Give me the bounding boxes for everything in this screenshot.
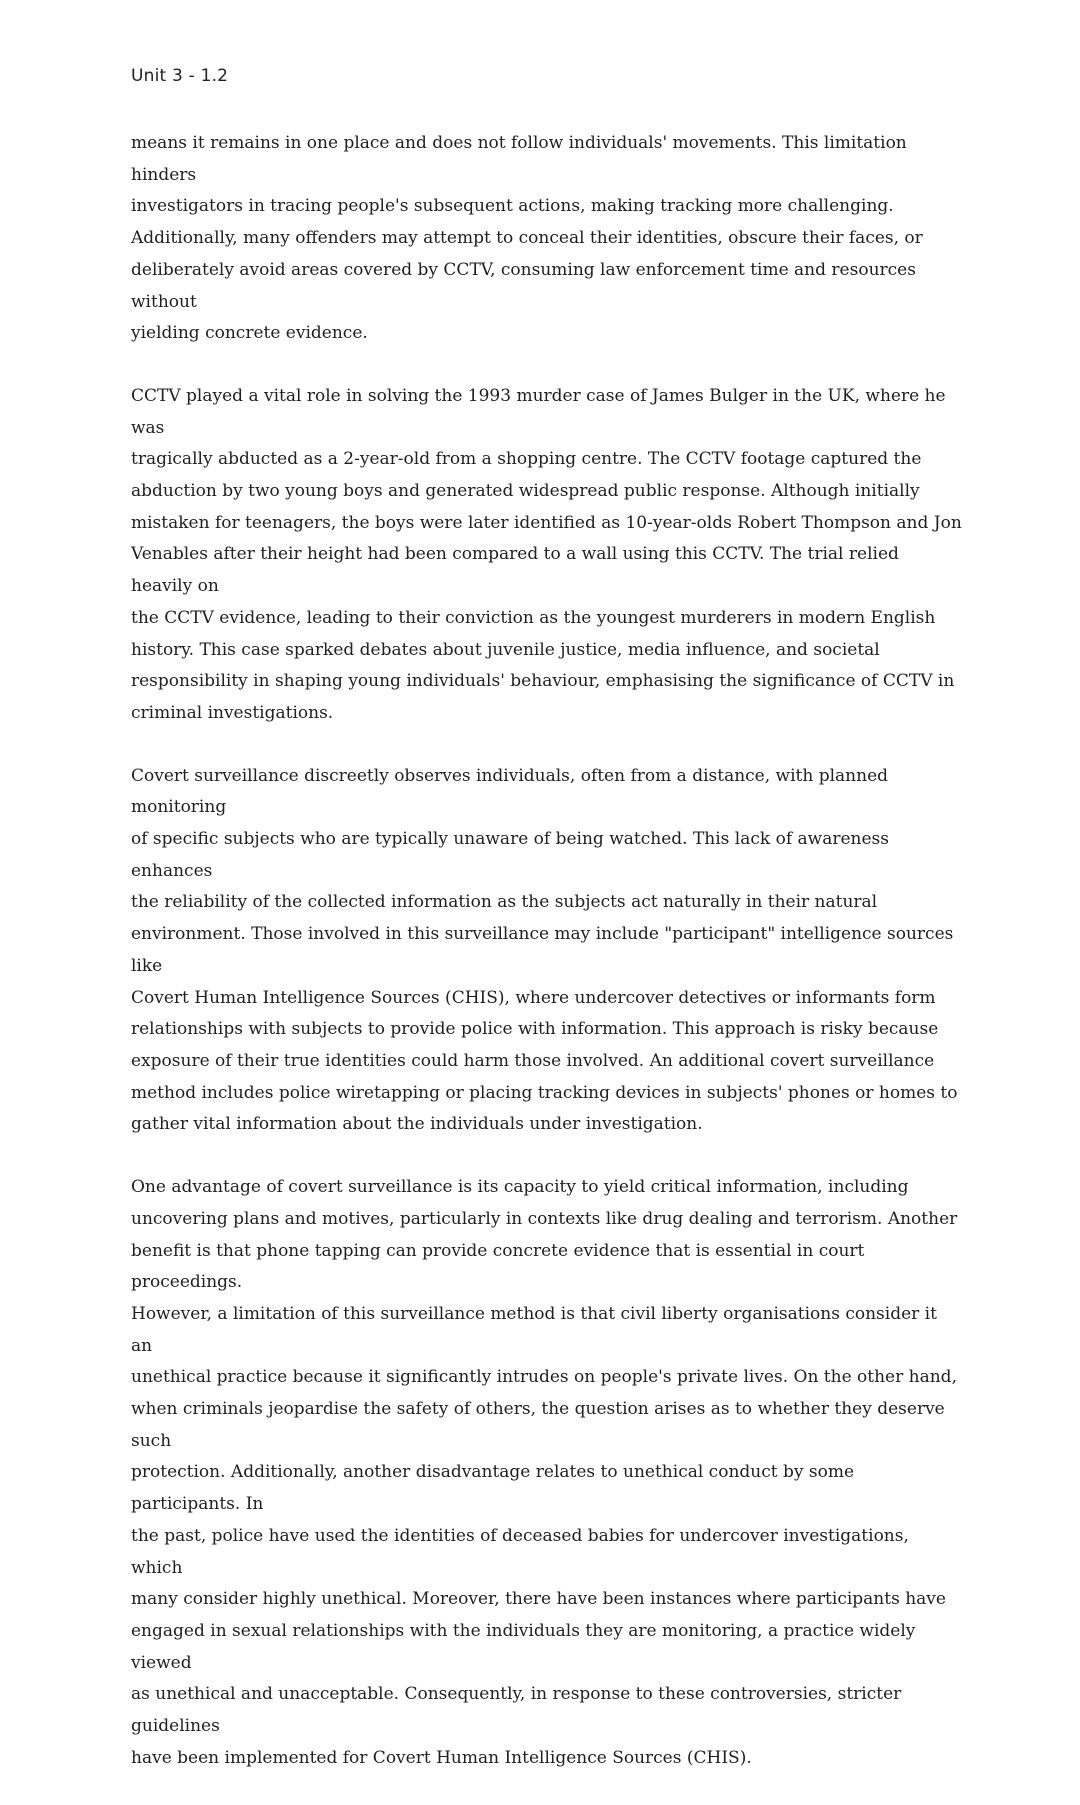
paragraph-james-bulger-case: CCTV played a vital role in solving the 1993 murder case of James Bulger in the UK, where he was tragically abducted as a 2-year-old from a shopping centre. The CCTV footage captured the abduction by two young boys and generated widespread public response. Although initially mistaken for teenagers, the boys were later identified as 10-year-olds Robert Thompson and Jon Venables after their height had been compared to a wall using this CCTV. The trial relied heavily on the CCTV evidence, leading to their conviction as the youngest murderers in modern English history. This case sparked debates about juvenile justice, media influence, and societal responsibility in shaping young individuals' behaviour, emphasising the significance of CCTV in criminal investigations.: [131, 385, 962, 723]
paragraph-covert-advantages-limitations: One advantage of covert surveillance is its capacity to yield critical information, including uncovering plans and motives, particularly in contexts like drug dealing and terrorism. Another benefit is that phone tapping can provide concrete evidence that is essential in court proceedings. However, a limitation of this surveillance method is that civil liberty organisations consider it an unethical practice because it significantly intrudes on people's private lives. On the other hand, when criminals jeopardise the safety of others, the question arises as to whether they deserve such protection. Additionally, another disadvantage relates to unethical conduct by some participants. In the past, police have used the identities of deceased babies for undercover investigations, which many consider highly unethical. Moreover, there have been instances where participants have engaged in sexual relationships with the individuals they are monitoring, a practice widely viewed as unethical and unacceptable. Consequently, in response to these controversies, stricter guidelines have been implemented for Covert Human Intelligence Sources (CHIS).: [131, 1177, 958, 1768]
paragraph-cctv-limitations: means it remains in one place and does not follow individuals' movements. This limitation hinders investigators in tracing people's subsequent actions, making tracking more challenging. Additionally, many offenders may attempt to conceal their identities, obscure their faces, or deliberately avoid areas covered by CCTV, consuming law enforcement time and resources without yielding concrete evidence.: [131, 133, 923, 344]
document-body: [131, 128, 963, 1805]
page-header: Unit 3 - 1.2: [131, 66, 229, 86]
paragraph-covert-surveillance: Covert surveillance discreetly observes individuals, often from a distance, with planned monitoring of specific subjects who are typically unaware of being watched. This lack of awareness enhances the reliability of the collected information as the subjects act naturally in their natural environment. Those involved in this surveillance may include "participant" intelligence sources like Covert Human Intelligence Sources (CHIS), where undercover detectives or informants form relationships with subjects to provide police with information. This approach is risky because exposure of their true identities could harm those involved. An additional covert surveillance method includes police wiretapping or placing tracking devices in subjects' phones or homes to gather vital information about the individuals under investigation.: [131, 765, 958, 1135]
